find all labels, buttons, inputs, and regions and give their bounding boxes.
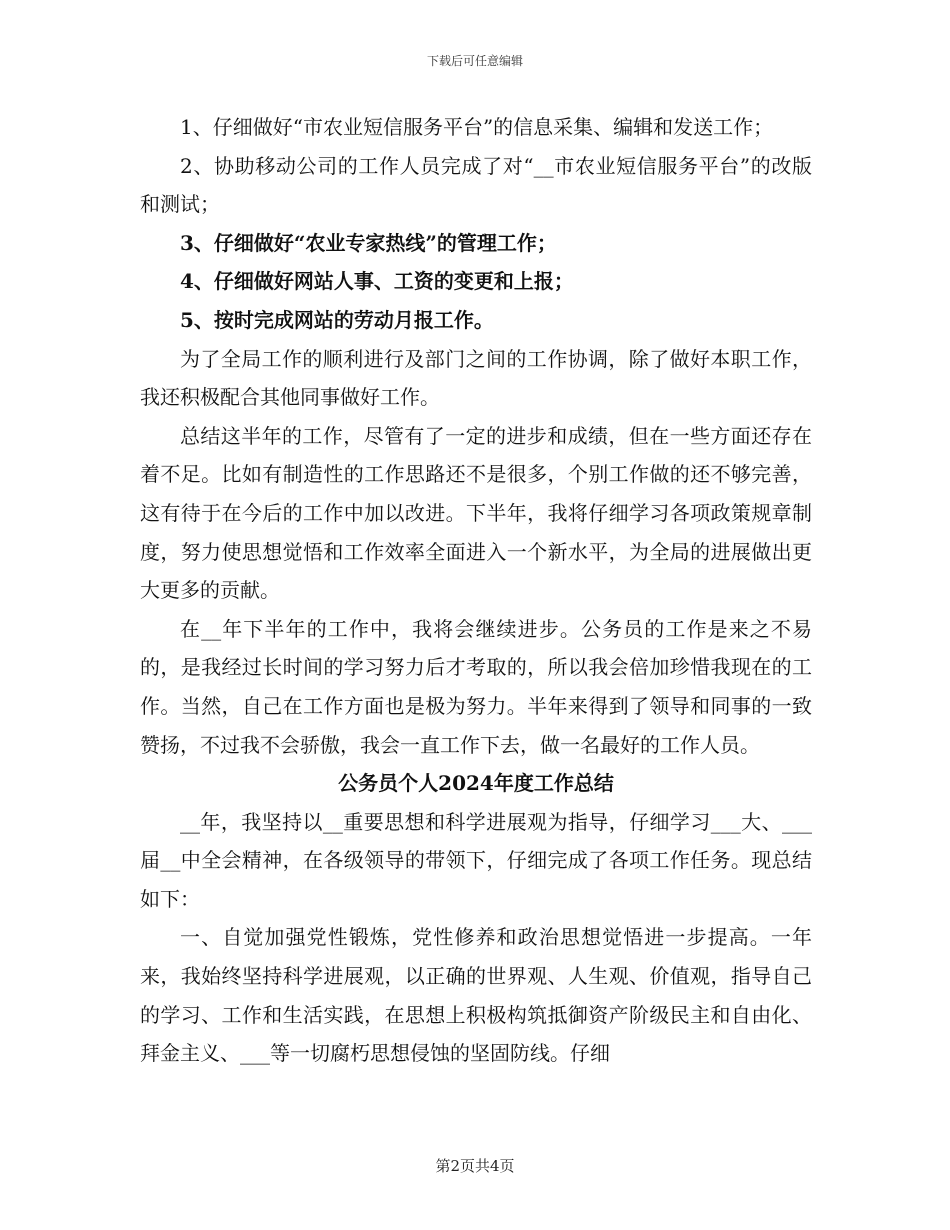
paragraph-section-one: 一、自觉加强党性锻炼，党性修养和政治思想觉悟进一步提高。一年来，我始终坚持科学进展观，以正确的世界观、人生观、价值观，指导自己的学习、工作和生活实践，在思想上积极构筑抵御资产阶级民主和自由化、拜金主义、___等一切腐朽思想侵蚀的坚固防线。仔细 — [140, 925, 812, 1066]
paragraph-intro: __年，我坚持以__重要思想和科学进展观为指导，仔细学习___大、___届__中全会精神，在各级领导的带领下，仔细完成了各项工作任务。现总结如下： — [140, 809, 812, 911]
paragraph-item-5: 5、按时完成网站的劳动月报工作。 — [180, 307, 494, 332]
paragraph-item-2: 2、协助移动公司的工作人员完成了对“__市农业短信服务平台”的改版和测试； — [140, 153, 812, 217]
paragraph-item-1: 1、仔细做好“市农业短信服务平台”的信息采集、编辑和发送工作； — [180, 115, 774, 139]
paragraph-cooperation: 为了全局工作的顺利进行及部门之间的工作协调，除了做好本职工作，我还积极配合其他同事做好工作。 — [140, 346, 812, 410]
paragraph-item-3: 3、仔细做好“农业专家热线”的管理工作； — [180, 230, 557, 255]
section-title: 公务员个人2024年度工作总结 — [338, 771, 614, 796]
paragraph-summary: 总结这半年的工作，尽管有了一定的进步和成绩，但在一些方面还存在着不足。比如有制造性的工作思路还不是很多，个别工作做的还不够完善，这有待于在今后的工作中加以改进。下半年，我将仔细学习各项政策规章制度，努力使思想觉悟和工作效率全面进入一个新水平，为全局的进展做出更大更多的贡献。 — [140, 423, 812, 603]
page-number: 第2页共4页 — [435, 1157, 515, 1175]
paragraph-second-half: 在__年下半年的工作中，我将会继续进步。公务员的工作是来之不易的，是我经过长时间的学习努力后才考取的，所以我会倍加珍惜我现在的工作。当然，自己在工作方面也是极为努力。半年来得到了领导和同事的一致赞扬，不过我不会骄傲，我会一直工作下去，做一名最好的工作人员。 — [140, 616, 812, 757]
document-body — [140, 108, 812, 1073]
paragraph-item-4: 4、仔细做好网站人事、工资的变更和上报； — [180, 269, 574, 294]
page-header: 下载后可任意编辑 — [426, 54, 523, 68]
